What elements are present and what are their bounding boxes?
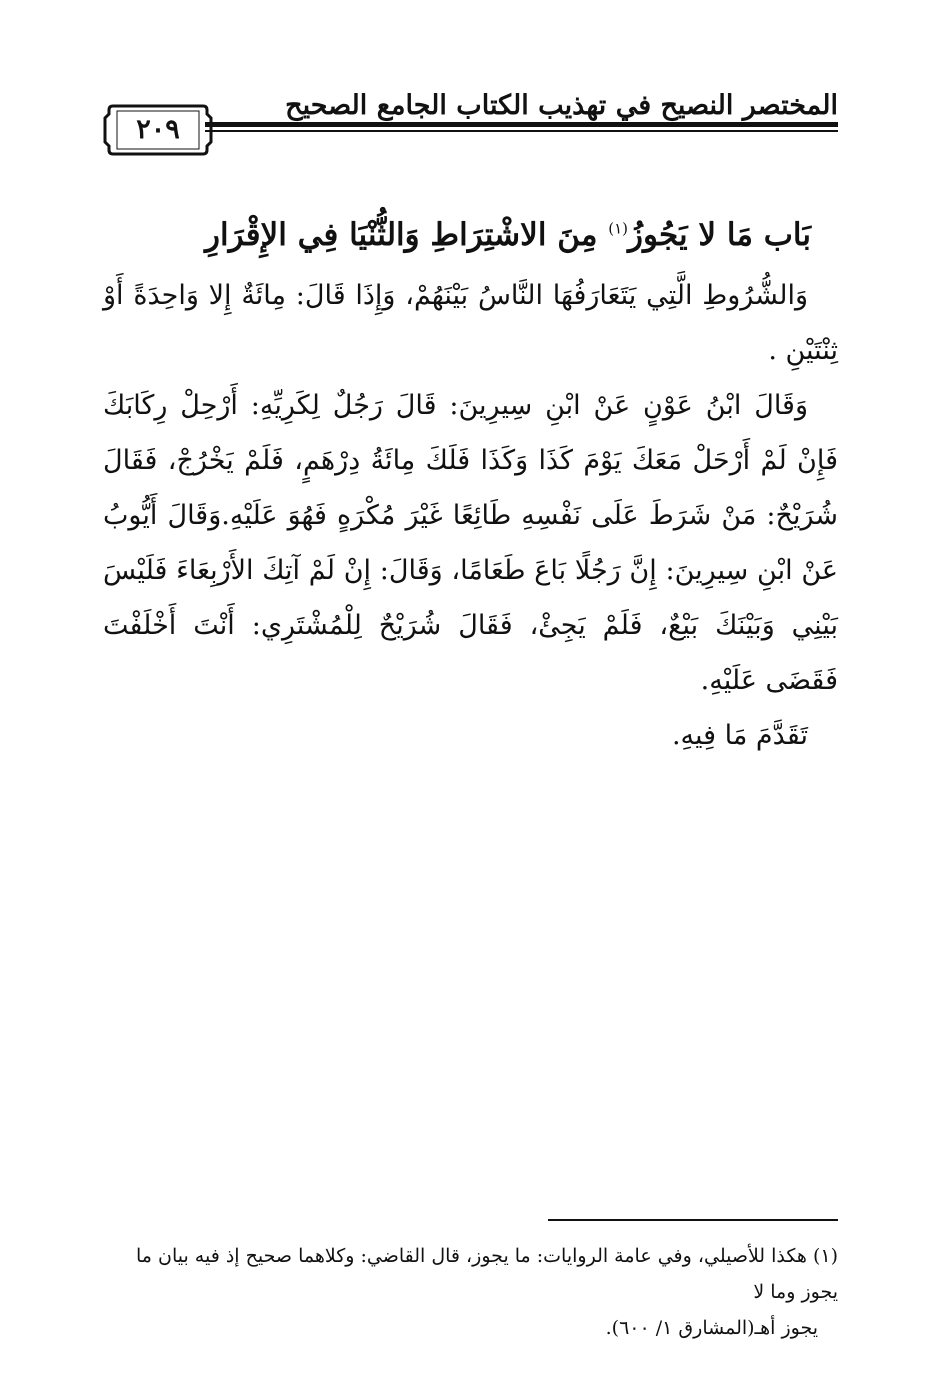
chapter-title-part-2: مِنَ الاشْتِرَاطِ وَالثُّنْيَا فِي الإِقْرَارِ <box>205 217 609 253</box>
chapter-title <box>205 217 811 253</box>
page-number: ٢٠٩ <box>136 114 180 145</box>
footnote-line-1: (١) هكذا للأصيلي، وفي عامة الروايات: ما يجوز، قال القاضي: وكلاهما صحيح إذ فيه بيان ما يجوز وما لا <box>136 1245 838 1303</box>
header-rule <box>205 122 838 127</box>
footnote-reference[interactable]: (١) <box>608 219 628 238</box>
footnote-separator <box>548 1219 838 1221</box>
footnote <box>103 1238 838 1346</box>
body-text <box>103 268 838 763</box>
running-header-title: المختصر النصيح في تهذيب الكتاب الجامع الصحيح <box>285 90 838 121</box>
chapter-title-part-1: بَاب مَا لا يَجُوزُ <box>628 217 811 253</box>
page-number-box <box>103 104 213 156</box>
paragraph-3: تَقَدَّمَ مَا فِيهِ. <box>671 720 808 751</box>
header-rule-thin <box>205 130 838 132</box>
paragraph-2: وَقَالَ ابْنُ عَوْنٍ عَنْ ابْنِ سِيرِينَ: قَالَ رَجُلٌ لِكَرِيِّهِ: أَرْحِلْ رِكَابَكَ فَإِنْ لَمْ أَرْحَلْ مَعَكَ يَوْمَ كَذَا وَكَذَا فَلَكَ مِائَةُ دِرْهَمٍ، فَلَمْ يَخْرُجْ، فَقَالَ شُرَيْحٌ: مَنْ شَرَطَ عَلَى نَفْسِهِ طَائِعًا غَيْرَ مُكْرَهٍ فَهُوَ عَلَيْهِ.وَقَالَ أَيُّوبُ عَنْ ابْنِ سِيرِينَ: إِنَّ رَجُلًا بَاعَ طَعَامًا، وَقَالَ: إِنْ لَمْ آتِكَ الأَرْبِعَاءَ فَلَيْسَ بَيْنِي وَبَيْنَكَ بَيْعٌ، فَلَمْ يَجِئْ، فَقَالَ شُرَيْحٌ لِلْمُشْتَرِي: أَنْتَ أَخْلَفْتَ فَقَضَى عَلَيْهِ. <box>103 390 838 696</box>
paragraph-1: وَالشُّرُوطِ الَّتِي يَتَعَارَفُهَا النَّاسُ بَيْنَهُمْ، وَإِذَا قَالَ: مِائَةٌ إِلا وَاحِدَةً أَوْ ثِنْتَيْنِ . <box>103 280 838 366</box>
footnote-line-2: يجوز أهـ(المشارق ١/ ٦٠٠). <box>605 1317 818 1339</box>
